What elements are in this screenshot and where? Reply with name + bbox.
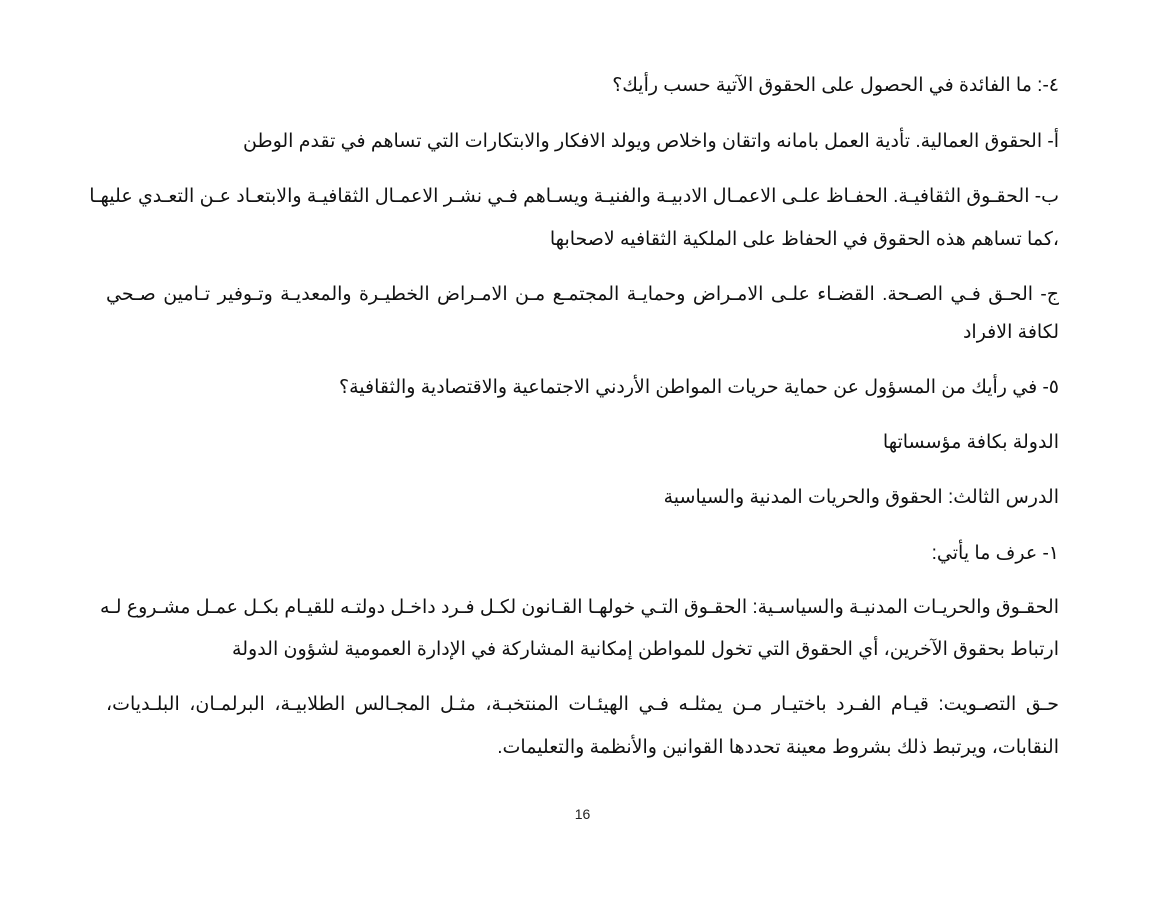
answer-5: الدولة بكافة مؤسساتها [882,432,1059,453]
voting-right-definition-line-2: النقابات، ويرتبط ذلك بشروط معينة تحددها القوانين والأنظمة والتعليمات. [497,737,1059,758]
answer-c-health-right-line-2: لكافة الافراد [962,322,1059,343]
answer-b-cultural-rights-line-2: ،كما تساهم هذه الحقوق في الحفاظ على الملكية الثقافيه لاصحابها [549,229,1059,250]
answer-b-cultural-rights-line-1: ب- الحقـوق الثقافيـة. الحفـاظ علـى الاعمـال الادبيـة والفنيـة ويسـاهم فـي نشـر الاعمـال الثقافيـة والابتعـاد عـن التعـدي عليهـا [89,186,1059,207]
define-heading: ١- عرف ما يأتي: [931,543,1059,564]
civil-political-rights-definition-line-2: ارتباط بحقوق الآخرين، أي الحقوق التي تخول للمواطن إمكانية المشاركة في الإدارة العمومية لشؤون الدولة [232,639,1059,660]
page-number: 16 [574,806,591,822]
voting-right-definition-line-1: حـق التصـويت: قيـام الفـرد باختيـار مـن يمثلـه فـي الهيئـات المنتخبـة، مثـل المجـالس الطلابيـة، البرلمـان، البلـديات، [106,694,1059,715]
answer-a-labor-rights: أ- الحقوق العمالية. تأدية العمل بامانه واتقان واخلاص ويولد الافكار والابتكارات التي تساهم في تقدم الوطن [242,131,1059,152]
question-4-heading: ٤-: ما الفائدة في الحصول على الحقوق الآتية حسب رأيك؟ [612,75,1059,96]
question-5-heading: ٥- في رأيك من المسؤول عن حماية حريات المواطن الأردني الاجتماعية والاقتصادية والثقافية؟ [339,377,1059,398]
answer-c-health-right-line-1: ج- الحـق فـي الصـحة. القضـاء علـى الامـراض وحمايـة المجتمـع مـن الامـراض الخطيـرة والمعديـة وتـوفير تـامين صـحي [106,284,1059,305]
civil-political-rights-definition-line-1: الحقـوق والحريـات المدنيـة والسياسـية: الحقـوق التـي خولهـا القـانون لكـل فـرد داخـل دولتـه للقيـام بكـل عمـل مشـروع لـه [99,597,1059,618]
lesson-3-title: الدرس الثالث: الحقوق والحريات المدنية والسياسية [663,487,1059,508]
